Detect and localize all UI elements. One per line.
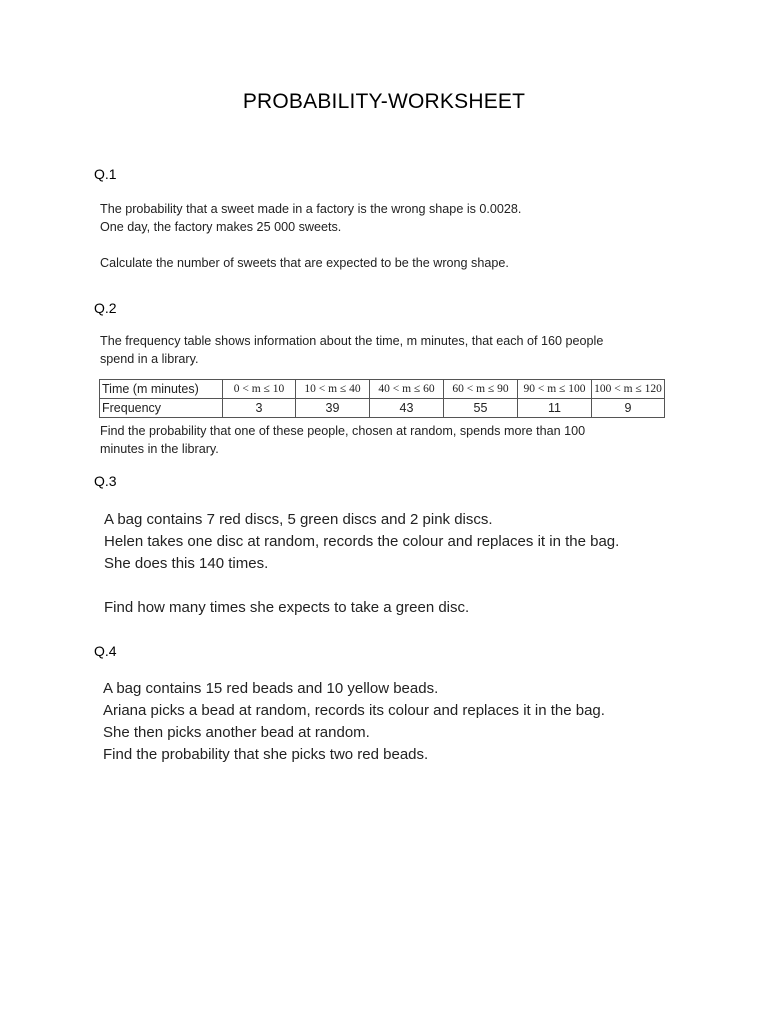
question-4-line-2: Ariana picks a bead at random, records its colour and replaces it in the bag. (103, 702, 605, 719)
question-1-line-3: Calculate the number of sweets that are expected to be the wrong shape. (100, 256, 509, 270)
frequency-table (99, 379, 665, 418)
frequency-cell: 9 (592, 399, 665, 418)
question-4-line-3: She then picks another bead at random. (103, 724, 370, 741)
time-range-cell: 100 < m ≤ 120 (592, 380, 665, 399)
question-3-line-4: Find how many times she expects to take a green disc. (104, 599, 470, 616)
question-2-label: Q.2 (94, 300, 117, 316)
question-4-line-1: A bag contains 15 red beads and 10 yellow beads. (103, 680, 439, 697)
question-4-line-4: Find the probability that she picks two red beads. (103, 746, 429, 763)
time-range-cell: 40 < m ≤ 60 (370, 380, 444, 399)
question-2-line-2: minutes in the library. (100, 442, 219, 456)
question-2-intro-line-2: spend in a library. (100, 352, 199, 366)
time-range-cell: 60 < m ≤ 90 (444, 380, 518, 399)
question-4-text (103, 678, 605, 766)
frequency-row-header: Frequency (100, 399, 223, 418)
time-range-cell: 0 < m ≤ 10 (223, 380, 296, 399)
question-3-line-2: Helen takes one disc at random, records the colour and replaces it in the bag. (104, 533, 620, 550)
frequency-cell: 43 (370, 399, 444, 418)
frequency-cell: 11 (518, 399, 592, 418)
frequency-cell: 39 (296, 399, 370, 418)
question-1-line-2: One day, the factory makes 25 000 sweets. (100, 220, 342, 234)
question-4-label: Q.4 (94, 643, 117, 659)
question-3-line-1: A bag contains 7 red discs, 5 green discs and 2 pink discs. (104, 511, 493, 528)
time-row-header: Time (m minutes) (100, 380, 223, 399)
question-1-text (100, 200, 521, 272)
frequency-cell: 55 (444, 399, 518, 418)
time-range-cell: 90 < m ≤ 100 (518, 380, 592, 399)
worksheet-title: PROBABILITY-WORKSHEET (242, 90, 526, 113)
question-2-question (100, 422, 585, 458)
time-row (100, 380, 665, 399)
question-2-intro-line-1: The frequency table shows information about the time, m minutes, that each of 160 people (100, 334, 604, 348)
question-1-label: Q.1 (94, 166, 117, 182)
question-2-intro (100, 332, 603, 368)
question-3-line-3: She does this 140 times. (104, 555, 269, 572)
question-1-line-1: The probability that a sweet made in a factory is the wrong shape is 0.0028. (100, 202, 522, 216)
question-2-line-1: Find the probability that one of these people, chosen at random, spends more than 100 (100, 424, 586, 438)
question-3-label: Q.3 (94, 473, 117, 489)
frequency-cell: 3 (223, 399, 296, 418)
question-3-text (104, 509, 619, 619)
frequency-row (100, 399, 665, 418)
time-range-cell: 10 < m ≤ 40 (296, 380, 370, 399)
